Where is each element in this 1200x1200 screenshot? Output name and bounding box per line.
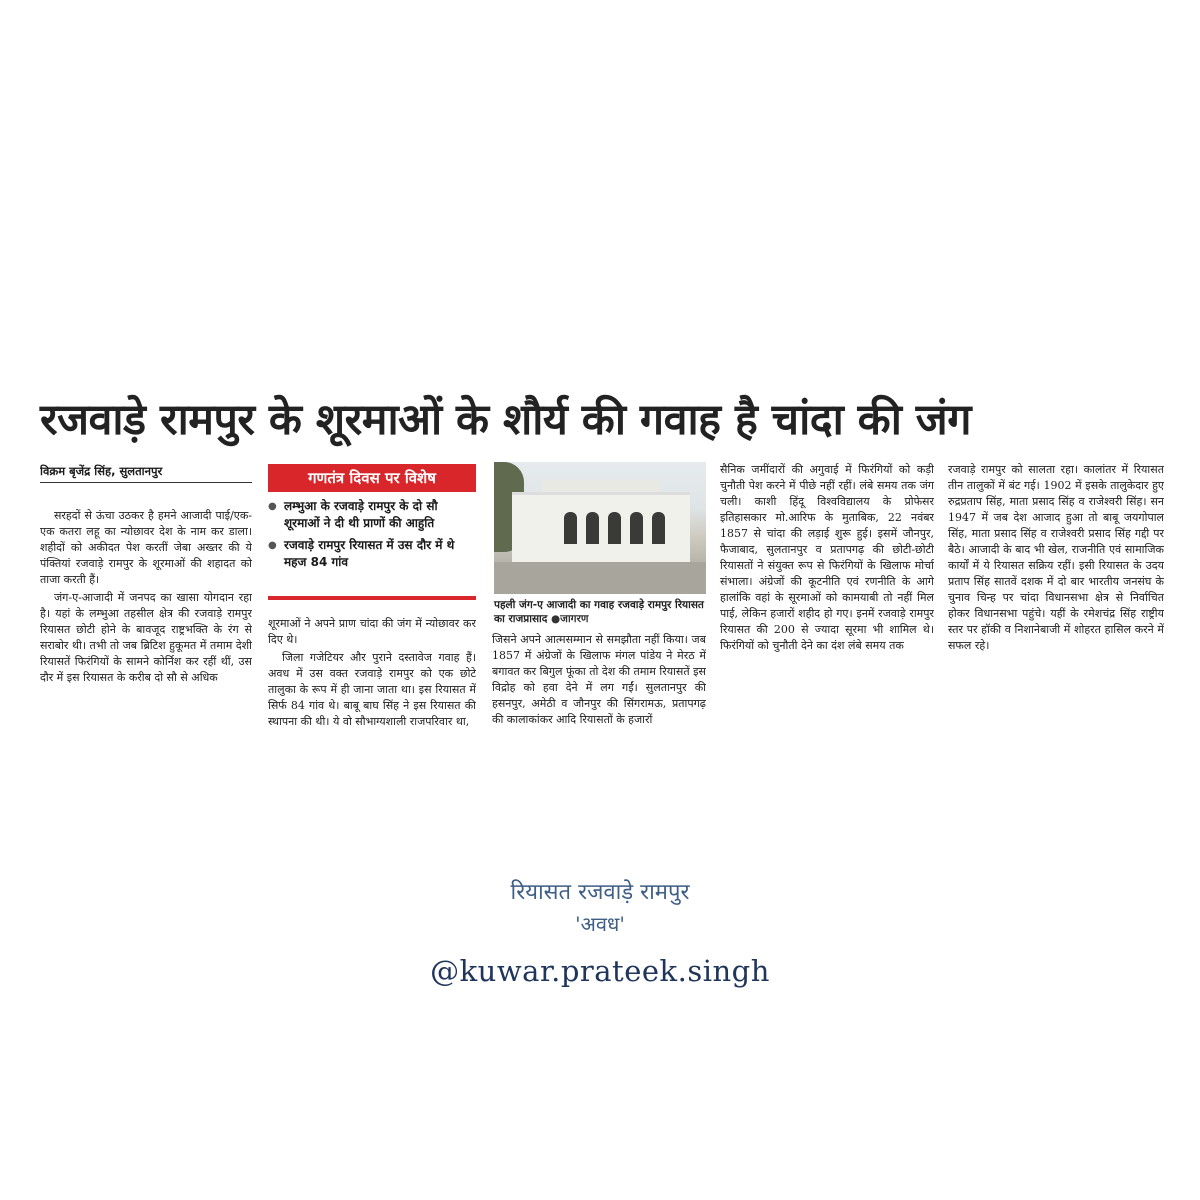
bullet-dot-icon: ● (268, 501, 277, 512)
paragraph: सरहदों से ऊंचा उठकर है हमने आजादी पाई/एक-एक कतरा लहू का न्योछावर देश के नाम कर डाला। शहीदों को अकीदत पेश करतीं जेबा अख्तर की ये पंक्तियां रजवाड़े रामपुर के शूरमाओं की शहादत को ताजा करती हैं। (40, 509, 252, 586)
article-column-1 (40, 508, 252, 820)
paragraph: रजवाड़े रामपुर को सालता रहा। कालांतर में रियासत तीन तालुकों में बंट गई। 1902 में इसके तालुकेदार हुए रुद्रप्रताप सिंह, माता प्रसाद सिंह व राजेश्वरी सिंह। सन 1947 में जब देश आजाद हुआ तो बाबू जयगोपाल सिंह, माता प्रसाद सिंह व राजेश्वरी प्रसाद सिंह गद्दी पर बैठे। आजादी के बाद भी खेल, राजनीति एवं सामाजिक कार्यों में ये रियासत सक्रिय रहीं। इसी रियासत के उदय प्रताप सिंह सातवें दशक में दो बार भारतीय जनसंघ के चुनाव चिन्ह पर चांदा विधानसभा क्षेत्र से निर्वाचित होकर विधानसभा पहुंचे। यहीं के रमेशचंद्र सिंह राष्ट्रीय स्तर पर हॉकी व निशानेबाजी में शोहरत हासिल करने में सफल रहे। (948, 463, 1164, 652)
bullet-dot-icon: ● (268, 540, 277, 551)
social-handle: @kuwar.prateek.singh (430, 954, 770, 988)
photo-caption-text: पहली जंग-ए आजादी का गवाह रजवाड़े रामपुर रियासत का राजप्रासाद (494, 599, 704, 625)
photo-arch (630, 512, 643, 544)
footer-title: रियासत रजवाड़े रामपुर (510, 880, 690, 905)
highlight-bullet (268, 537, 476, 571)
special-feature-rule (268, 596, 476, 600)
highlight-text: लम्भुआ के रजवाड़े रामपुर के दो सौ शूरमाओं ने दी थी प्राणों की आहुति (284, 499, 438, 530)
article-column-5 (948, 462, 1164, 820)
paragraph: शूरमाओं ने अपने प्राण चांदा की जंग में न्योछावर कर दिए थे। (268, 617, 476, 646)
palace-photo (494, 462, 706, 594)
paragraph: सैनिक जमींदारों की अगुवाई में फिरंगियों को कड़ी चुनौती पेश करने में पीछे नहीं रहीं। लंबे समय तक जंग चली। काशी हिंदू विश्वविद्यालय के प्रोफेसर इतिहासकार मो.आरिफ के मुताबिक, 22 नवंबर 1857 से चांदा की लड़ाई शुरू हुई। इसमें जौनपुर, फैजाबाद, सुलतानपुर व प्रतापगढ़ की छोटी-छोटी रियासतों ने संयुक्त रूप से फिरंगियों के खिलाफ मोर्चा संभाला। अंग्रेजों की कूटनीति एवं रणनीति के आगे हालांकि वहां के सूरमाओं को कामयाबी तो नहीं मिल पाई, लेकिन हजारों शहीद हो गए। इनमें रजवाड़े रामपुर रियासत की 200 से ज्यादा सूरमा भी शामिल थे। फिरंगियों को चुनौती देने का दंश लंबे समय तक (720, 463, 934, 652)
highlight-bullet (268, 498, 476, 532)
photo-arch (586, 512, 599, 544)
paragraph: जिला गजेटियर और पुराने दस्तावेज गवाह हैं। अवध में उस वक्त रजवाड़े रामपुर को एक छोटे तालुका के रूप में ही जाना जाता था। इस रियासत में सिर्फ 84 गांव थे। बाबू बाघ सिंह ने इस रियासत की स्थापना की थी। ये वो सौभाग्यशाली राजपरिवार था, (268, 651, 476, 728)
paragraph: जंग-ए-आजादी में जनपद का खासा योगदान रहा है। यहां के लम्भुआ तहसील क्षेत्र की रजवाड़े रामपुर रियासत छोटी होने के बावजूद राष्ट्रभक्ति के रंग से सराबोर थी। तभी तो जब ब्रिटिश हुकूमत में तमाम देशी रियासतें फिरंगियों के सामने कोर्निश कर रहीं थीं, उस दौर में इस रियासत के करीब दो सौ से अधिक (40, 591, 252, 684)
special-feature-title: गणतंत्र दिवस पर विशेष (268, 464, 476, 492)
footer-subtitle: 'अवध' (575, 912, 625, 936)
photo-ground (494, 562, 706, 594)
photo-arch (564, 512, 577, 544)
article-column-2 (268, 616, 476, 820)
article-column-3 (492, 632, 706, 820)
photo-arch (608, 512, 621, 544)
photo-arch (652, 512, 665, 544)
article-column-4 (720, 462, 934, 820)
paragraph: जिसने अपने आत्मसम्मान से समझौता नहीं किया। जब 1857 में अंग्रेजों के खिलाफ मंगल पांडेय ने मेरठ में बगावत कर बिगुल फूंका तो देश की तमाम रियासतें इस विद्रोह को हवा देने में लग गईं। सुलतानपुर की हसनपुर, अमेठी व जौनपुर की सिंगरामऊ, प्रतापगढ़ की कालाकांकर आदि रियासतों के हजारों (492, 633, 706, 726)
article-byline: विक्रम बृजेंद्र सिंह, सुलतानपुर (40, 464, 252, 483)
special-feature-box (268, 464, 476, 600)
article-headline: रजवाड़े रामपुर के शूरमाओं के शौर्य की गवाह है चांदा की जंग (40, 395, 971, 445)
highlight-text: रजवाड़े रामपुर रियासत में उस दौर में थे महज 84 गांव (284, 538, 455, 569)
photo-caption (494, 598, 706, 626)
photo-credit: ●जागरण (551, 613, 589, 625)
